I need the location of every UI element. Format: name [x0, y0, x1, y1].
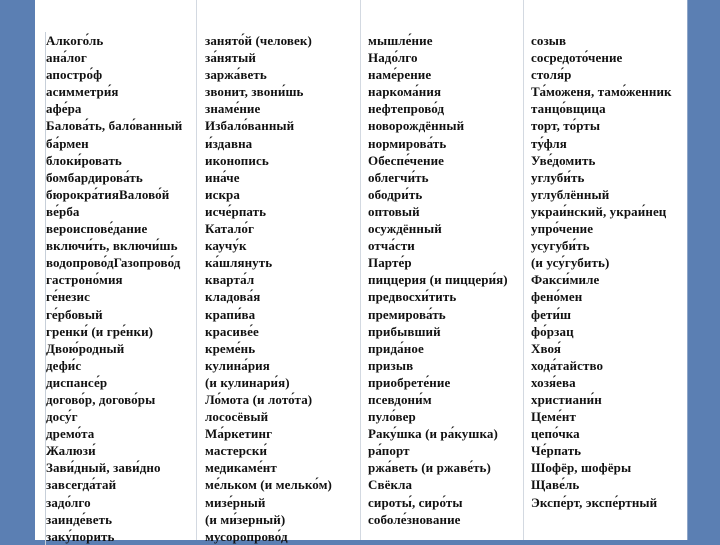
word-entry: Уве́домить	[531, 152, 596, 168]
word-entry: гренки́ (и гре́нки)	[46, 323, 154, 339]
word-entry: Ло́мота (и лото́та)	[205, 391, 313, 407]
word-entry: ге́рбовый	[46, 306, 103, 322]
word-entry: осуждённый	[368, 221, 442, 237]
word-entry: кулина́рия	[205, 357, 270, 373]
word-entry: заржа́веть	[205, 67, 267, 83]
word-entry: асимметри́я	[46, 84, 119, 100]
word-column-2	[205, 32, 357, 545]
word-entry: Двою́родный	[46, 340, 125, 356]
word-entry: ра́порт	[368, 443, 410, 459]
word-entry: упро́чение	[531, 221, 594, 237]
word-entry: вероиспове́дание	[46, 221, 148, 237]
word-entry: облегчи́ть	[368, 169, 429, 185]
word-entry: Щаве́ль	[531, 477, 580, 493]
word-entry: занято́й (человек)	[205, 33, 312, 48]
word-entry: цепо́чка	[531, 426, 580, 442]
word-entry: дефи́с	[46, 357, 82, 373]
word-entry: хода́тайство	[531, 357, 604, 373]
column-divider	[360, 0, 361, 540]
word-entry: искра	[205, 186, 240, 202]
word-entry: мастерски́	[205, 443, 268, 459]
word-entry: бюрокра́тияВалово́й	[46, 186, 170, 202]
word-entry: ка́шлянуть	[205, 255, 273, 271]
word-entry: мизе́рный	[205, 494, 266, 510]
word-entry: Та́моженя, тамо́женник	[531, 84, 672, 100]
word-entry: ина́че	[205, 169, 240, 185]
word-entry: гастроно́мия	[46, 272, 123, 288]
word-entry: медикаме́нт	[205, 460, 277, 476]
word-entry: каучу́к	[205, 238, 247, 254]
word-entry: мышле́ние	[368, 33, 433, 48]
word-entry: усугуби́ть	[531, 238, 590, 254]
word-entry: дремо́та	[46, 426, 95, 442]
word-entry: Свёкла	[368, 477, 413, 493]
word-entry: досу́г	[46, 409, 78, 425]
word-entry: заинде́веть	[46, 511, 113, 527]
word-entry: хозя́ева	[531, 374, 576, 390]
word-column-3	[368, 32, 520, 528]
word-entry: водопрово́дГазопрово́д	[46, 255, 181, 271]
word-entry: исче́рпать	[205, 203, 267, 219]
word-entry: лососёвый	[205, 409, 269, 425]
word-entry: ту́фля	[531, 135, 567, 151]
word-entry: Надо́лго	[368, 50, 418, 66]
word-entry: апостро́ф	[46, 67, 103, 83]
word-entry: иконопись	[205, 152, 269, 168]
word-entry: (и ми́зерный)	[205, 511, 286, 527]
slide-right-edge	[687, 0, 688, 540]
word-entry: Цеме́нт	[531, 409, 576, 425]
word-entry: новорождённый	[368, 118, 465, 134]
column-divider	[196, 0, 197, 540]
word-entry: христиани́н	[531, 391, 602, 407]
word-entry: углуби́ть	[531, 169, 585, 185]
word-entry: бомбардирова́ть	[46, 169, 143, 185]
word-entry: догово́р, догово́ры	[46, 391, 156, 407]
word-entry: ана́лог	[46, 50, 87, 66]
word-entry: прида́ное	[368, 340, 424, 356]
word-entry: оптовый	[368, 203, 420, 219]
word-column-1	[45, 32, 196, 545]
word-entry: соболе́знование	[368, 511, 461, 527]
word-table	[35, 0, 687, 544]
word-entry: Алкого́ль	[46, 33, 104, 48]
word-entry: сироты́, сиро́ты	[368, 494, 463, 510]
word-entry: задо́лго	[46, 494, 91, 510]
word-entry: отча́сти	[368, 238, 415, 254]
word-entry: за́нятый	[205, 50, 256, 66]
word-entry: призыв	[368, 357, 414, 373]
word-entry: ге́незис	[46, 289, 90, 305]
word-entry: заку́порить	[46, 528, 115, 544]
word-entry: углублённый	[531, 186, 610, 202]
word-entry: Жалюзи́	[46, 443, 96, 459]
word-entry: украи́нский, украи́нец	[531, 203, 667, 219]
word-entry: пиццерия (и пиццери́я)	[368, 272, 508, 288]
word-entry: креме́нь	[205, 340, 256, 356]
word-entry: пуло́вер	[368, 409, 416, 425]
word-entry: афе́ра	[46, 101, 82, 117]
word-entry: торт, то́рты	[531, 118, 601, 134]
column-divider	[523, 0, 524, 540]
word-entry: Катало́г	[205, 221, 254, 237]
word-entry: включи́ть, включи́шь	[46, 238, 178, 254]
word-entry: красиве́е	[205, 323, 259, 339]
word-entry: предвосхи́тить	[368, 289, 457, 305]
word-entry: (и усу́губить)	[531, 255, 610, 271]
word-entry: прибывший	[368, 323, 441, 339]
word-entry: фено́мен	[531, 289, 583, 305]
word-entry: премирова́ть	[368, 306, 446, 322]
word-entry: ба́рмен	[46, 135, 89, 151]
word-entry: танцо́вщица	[531, 101, 606, 117]
word-entry: блоки́ровать	[46, 152, 122, 168]
word-entry: диспансе́р	[46, 374, 108, 390]
word-entry: кладова́я	[205, 289, 261, 305]
word-entry: ве́рба	[46, 203, 80, 219]
word-entry: сосредото́чение	[531, 50, 623, 66]
word-entry: столя́р	[531, 67, 572, 83]
word-entry: кварта́л	[205, 272, 255, 288]
word-entry: Экспе́рт, экспе́ртный	[531, 494, 658, 510]
word-entry: наме́рение	[368, 67, 432, 83]
word-entry: Че́рпать	[531, 443, 582, 459]
word-entry: крапи́ва	[205, 306, 256, 322]
word-entry: Хвоя́	[531, 340, 562, 356]
word-entry: и́здавна	[205, 135, 253, 151]
word-entry: Ма́ркетинг	[205, 426, 273, 442]
word-entry: наркома́ния	[368, 84, 442, 100]
word-entry: фети́ш	[531, 306, 572, 322]
word-entry: Раку́шка (и ра́кушка)	[368, 426, 498, 442]
word-entry: мусоропрово́д	[205, 528, 288, 544]
word-entry: Зави́дный, зави́дно	[46, 460, 161, 476]
word-entry: ме́льком (и мелько́м)	[205, 477, 332, 493]
word-entry: псевдони́м	[368, 391, 432, 407]
word-entry: приобрете́ние	[368, 374, 451, 390]
word-entry: (и кулинари́я)	[205, 374, 290, 390]
word-entry: ободри́ть	[368, 186, 423, 202]
word-entry: ржа́веть (и ржаве́ть)	[368, 460, 491, 476]
word-entry: Избало́ванный	[205, 118, 295, 134]
word-entry: знаме́ние	[205, 101, 261, 117]
word-entry: Шофёр, шофёры	[531, 460, 632, 476]
word-entry: Парте́р	[368, 255, 412, 271]
word-entry: завсегда́тай	[46, 477, 117, 493]
word-entry: Обеспе́чение	[368, 152, 445, 168]
word-entry: Балова́ть, бало́ванный	[46, 118, 183, 134]
word-entry: нормирова́ть	[368, 135, 447, 151]
word-entry: фо́рзац	[531, 323, 574, 339]
word-entry: созыв	[531, 33, 567, 48]
word-entry: Факси́миле	[531, 272, 600, 288]
word-column-4	[531, 32, 683, 511]
word-entry: нефтепрово́д	[368, 101, 445, 117]
word-entry: звонит, звони́шь	[205, 84, 304, 100]
